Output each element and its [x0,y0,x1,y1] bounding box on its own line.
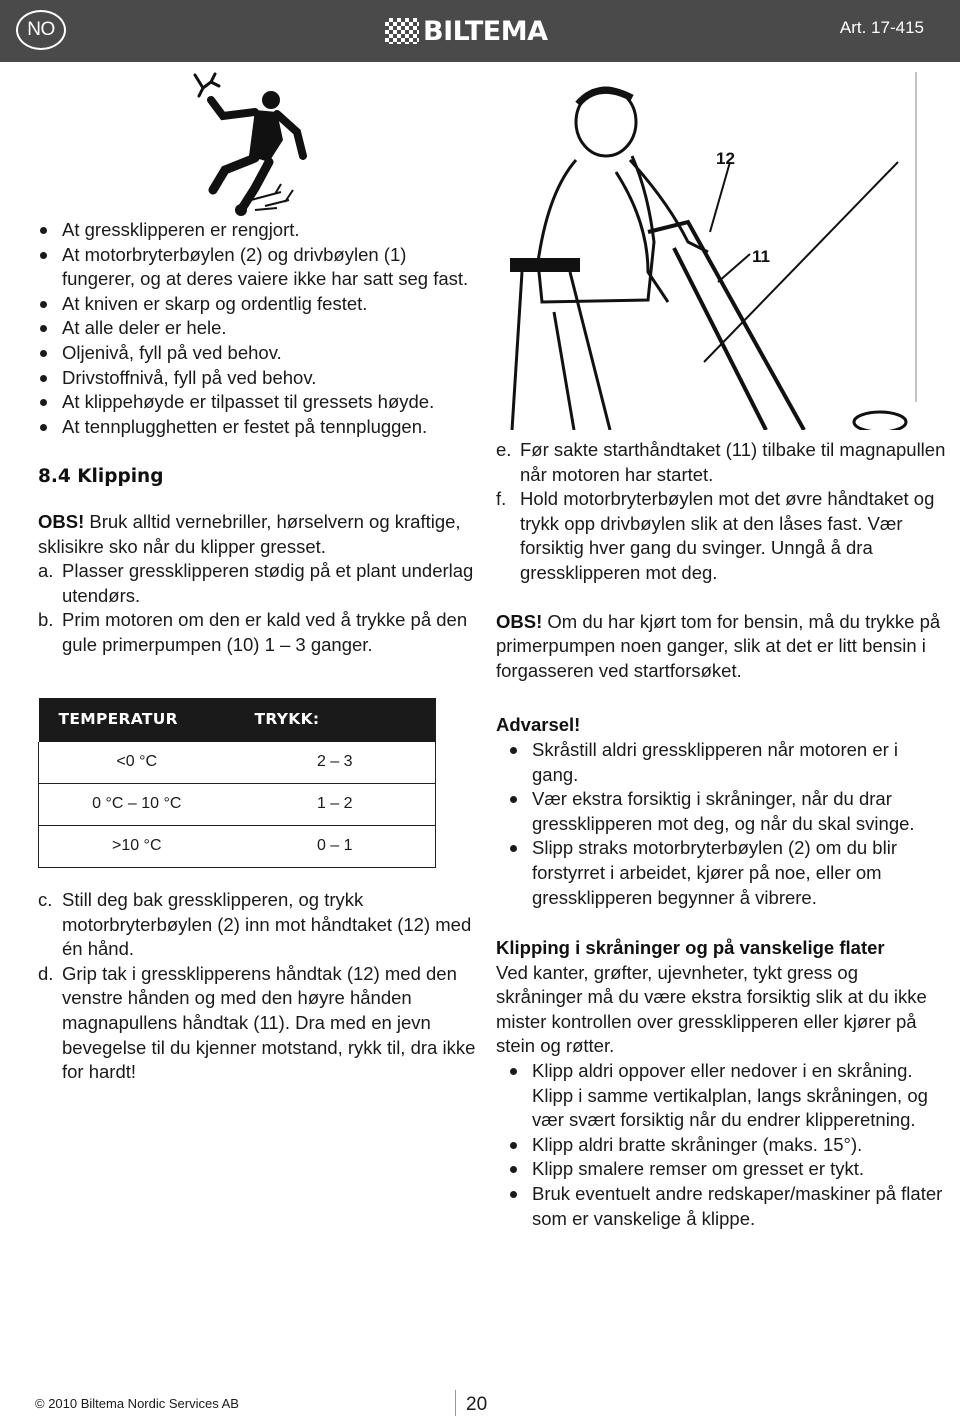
list-item: Slipp straks motorbryterbøylen (2) om du blir forstyrret i arbeidet, kjører på noe, eller om gressklipperen begynner å vibrere. [496,836,946,910]
table-row [39,784,436,826]
step-label: d. [38,962,54,984]
table-cell: <0 °C [39,742,235,784]
list-item: At motorbryterbøylen (2) og drivbøylen (1) fungerer, og at deres vaiere ikke har satt seg fast. [38,243,478,292]
step-label: a. [38,560,54,582]
step-label: f. [496,488,507,510]
brand-logo [385,14,548,48]
list-item: At klippehøyde er tilpasset til gressets høyde. [38,390,478,415]
obs-label: OBS! [38,510,85,532]
footer-divider [455,1390,456,1416]
step-b [38,608,478,657]
page-number: 20 [466,1394,488,1415]
list-item: At alle deler er hele. [38,316,478,341]
copyright: © 2010 Biltema Nordic Services AB [35,1396,239,1411]
table-row [39,742,436,784]
step-text: Hold motorbryterbøylen mot det øvre håndtaket og trykk opp drivbøylen slik at den låses fast. Vær forsiktig hver gang du svinger. Unngå å dra gressklipperen mot deg. [520,488,935,583]
left-column [38,218,478,1085]
list-item: Klipp smalere remser om gresset er tykt. [496,1157,946,1182]
step-e [496,438,946,487]
step-text: Prim motoren om den er kald ved å trykke på den gule primerpumpen (10) 1 – 3 ganger. [62,609,468,655]
article-number: Art. 17-415 [839,18,924,37]
step-label: e. [496,439,512,460]
list-item: Drivstoffnivå, fyll på ved behov. [38,366,478,391]
table-row [39,826,436,868]
step-c [38,888,478,962]
pre-start-checklist [38,218,478,439]
warning-list [496,738,946,910]
obs-text: Bruk alltid vernebriller, hørselvern og kraftige, sklisikre sko når du klipper gresset. [38,510,461,557]
slope-list [496,1059,946,1231]
section-title: 8.4 Klipping [38,466,164,488]
list-item: Skråstill aldri gressklipperen når motoren er i gang. [496,738,946,787]
table-cell: >10 °C [39,826,235,868]
obs-text: Om du har kjørt tom for bensin, må du trykke på primerpumpen noen ganger, slik at det er litt bensin i forgasseren ved startforsøket. [496,610,941,681]
list-item: Klipp aldri oppover eller nedover i en skråning. Klipp i samme vertikalplan, langs skråningen, og vær svært forsiktig når du endrer klipperetning. [496,1059,946,1133]
list-item: Klipp aldri bratte skråninger (maks. 15°). [496,1133,946,1158]
starting-mower-illustration [498,72,918,430]
callout-12: 12 [716,149,735,168]
right-column [496,438,946,1231]
list-item: Bruk eventuelt andre redskaper/maskiner på flater som er vanskelige å klippe. [496,1182,946,1231]
list-item: At tennplugghetten er festet på tennpluggen. [38,415,478,440]
safety-note [38,510,478,559]
fuel-note [496,610,946,684]
step-f [496,487,946,585]
warning-title: Advarsel! [496,714,581,736]
list-item: Vær ekstra forsiktig i skråninger, når du drar gressklipperen mot deg, og når du skal svinge. [496,787,946,836]
slope-section-title: Klipping i skråninger og på vanskelige flater [496,937,885,959]
obs-label: OBS! [496,610,543,632]
step-text: Plasser gressklipperen stødig på et plant underlag utendørs. [62,560,474,606]
brand-name: BILTEMA [423,15,548,47]
table-cell: 2 – 3 [235,742,436,784]
table-header: TRYKK: [235,698,436,742]
slope-intro: Ved kanter, grøfter, ujevnheter, tykt gress og skråninger må du være ekstra forsiktig slik at du ikke mister kontrollen over gressklipperen eller kjører på stein og røtter. [496,961,927,1057]
step-text: Grip tak i gressklipperens håndtak (12) med den venstre hånden og med den høyre hånden magnapullens håndtak (11). Dra med en jevn bevegelse til du kjenner motstand, rykk til, dra ikke for hardt! [62,962,476,1083]
callout-11: 11 [752,247,770,266]
list-item: Oljenivå, fyll på ved behov. [38,341,478,366]
language-badge: NO [16,10,66,50]
step-label: b. [38,609,54,631]
table-cell: 0 °C – 10 °C [39,784,235,826]
step-text: Før sakte starthåndtaket (11) tilbake til magnapullen når motoren har startet. [520,439,946,485]
page-header [0,0,960,62]
step-label: c. [38,889,53,910]
step-text: Still deg bak gressklipperen, og trykk motorbryterbøylen (2) inn mot håndtaket (12) med én hånd. [62,889,472,960]
table-cell: 0 – 1 [235,826,436,868]
checkered-flag-icon [385,18,419,44]
tripping-hazard-illustration [185,70,310,220]
step-a [38,559,478,608]
primer-table [38,698,436,869]
table-header: TEMPERATUR [39,698,235,742]
table-cell: 1 – 2 [235,784,436,826]
step-d [38,962,478,1085]
list-item: At kniven er skarp og ordentlig festet. [38,292,478,317]
list-item: At gressklipperen er rengjort. [38,218,478,243]
